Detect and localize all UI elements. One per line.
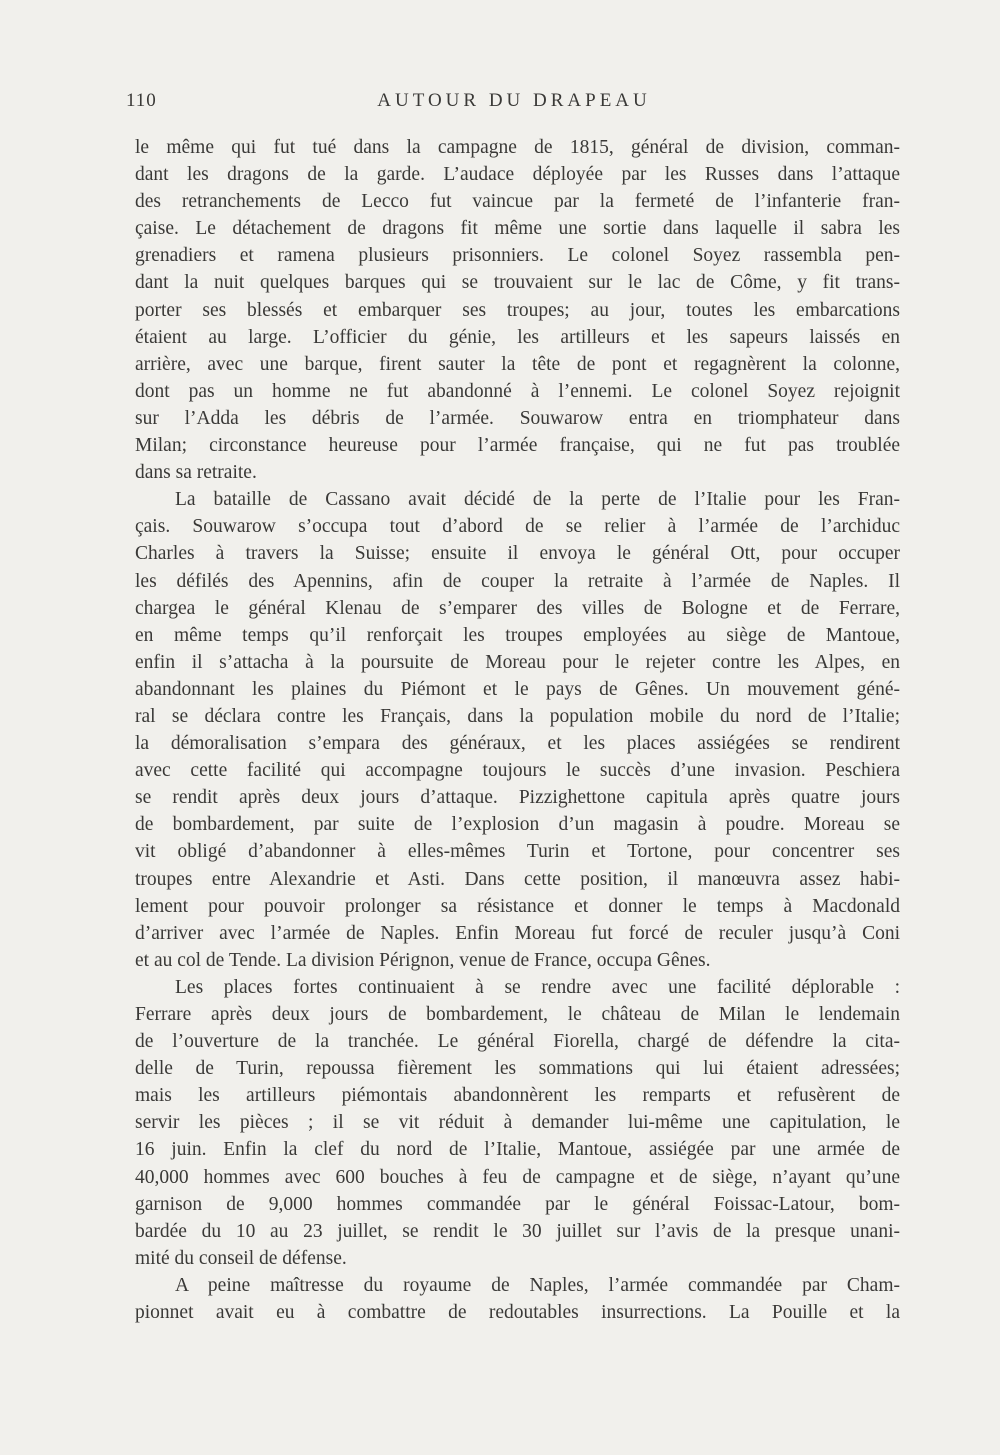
- text-line: en même temps qu’il renforçait les troupes employées au siège de Mantoue,: [135, 624, 900, 646]
- text-line: chargea le général Klenau de s’emparer des villes de Bologne et de Ferrare,: [135, 597, 900, 619]
- text-line: d’arriver avec l’armée de Naples. Enfin Moreau fut forcé de reculer jusqu’à Coni: [135, 922, 900, 944]
- text-line: le même qui fut tué dans la campagne de 1815, général de division, comman-: [135, 137, 900, 158]
- text-line: ral se déclara contre les Français, dans la population mobile du nord de l’Italie;: [135, 705, 900, 727]
- text-line: A peine maîtresse du royaume de Naples, l’armée commandée par Cham-: [175, 1274, 900, 1296]
- text-line: mais les artilleurs piémontais abandonnèrent les remparts et refusèrent de: [135, 1085, 900, 1107]
- running-title: AUTOUR DU DRAPEAU: [377, 90, 651, 111]
- text-line: lement pour pouvoir prolonger sa résistance et donner le temps à Macdonald: [135, 895, 900, 917]
- text-line: étaient au large. L’officier du génie, les artilleurs et les sapeurs laissés en: [135, 326, 900, 348]
- text-line: çais. Souwarow s’occupa tout d’abord de se relier à l’armée de l’archiduc: [135, 516, 900, 538]
- text-line: servir les pièces ; il se vit réduit à demander lui-même une capitulation, le: [135, 1112, 900, 1134]
- page-number: 110: [126, 90, 157, 111]
- text-line: bardée du 10 au 23 juillet, se rendit le 30 juillet sur l’avis de la presque unani-: [135, 1220, 900, 1242]
- text-line: delle de Turin, repoussa fièrement les sommations qui lui étaient adressées;: [135, 1058, 900, 1080]
- text-line: Charles à travers la Suisse; ensuite il envoya le général Ott, pour occuper: [135, 543, 900, 565]
- text-line: pionnet avait eu à combattre de redoutables insurrections. La Pouille et la: [135, 1302, 900, 1324]
- text-line: 16 juin. Enfin la clef du nord de l’Italie, Mantoue, assiégée par une armée de: [135, 1139, 900, 1161]
- paragraph: [135, 974, 900, 1272]
- text-line: dans sa retraite.: [135, 462, 257, 484]
- text-line: arrière, avec une barque, firent sauter la tête de pont et regagnèrent la colonne,: [135, 353, 900, 375]
- text-line: 40,000 hommes avec 600 bouches à feu de campagne et de siège, n’ayant qu’une: [135, 1166, 900, 1188]
- paragraph: [135, 1272, 900, 1326]
- text-line: abandonnant les plaines du Piémont et le pays de Gênes. Un mouvement géné-: [135, 678, 900, 700]
- text-line: des retranchements de Lecco fut vaincue par la fermeté de l’infanterie fran-: [135, 191, 900, 213]
- text-line: mité du conseil de défense.: [135, 1247, 347, 1269]
- text-line: enfin il s’attacha à la poursuite de Moreau pour le rejeter contre les Alpes, en: [135, 651, 900, 673]
- text-line: troupes entre Alexandrie et Asti. Dans cette position, il manœuvra assez habi-: [135, 868, 900, 890]
- text-line: vit obligé d’abandonner à elles-mêmes Turin et Tortone, pour concentrer ses: [135, 841, 900, 863]
- text-line: dont pas un homme ne fut abandonné à l’ennemi. Le colonel Soyez rejoignit: [135, 380, 900, 402]
- paragraph: [135, 134, 900, 486]
- text-line: et au col de Tende. La division Pérignon, venue de France, occupa Gênes.: [135, 949, 711, 971]
- text-line: les défilés des Apennins, afin de couper la retraite à l’armée de Naples. Il: [135, 570, 900, 592]
- text-line: se rendit après deux jours d’attaque. Pizzighettone capitula après quatre jours: [135, 787, 900, 809]
- text-line: Milan; circonstance heureuse pour l’armée française, qui ne fut pas troublée: [135, 435, 900, 457]
- text-line: grenadiers et ramena plusieurs prisonniers. Le colonel Soyez rassembla pen-: [135, 245, 900, 267]
- text-line: La bataille de Cassano avait décidé de la perte de l’Italie pour les Fran-: [175, 489, 900, 511]
- text-line: porter ses blessés et embarquer ses troupes; au jour, toutes les embarcations: [135, 299, 900, 321]
- body-text: [135, 134, 900, 1326]
- text-line: de bombardement, par suite de l’explosion d’un magasin à poudre. Moreau se: [135, 814, 900, 836]
- paragraph: [135, 486, 900, 974]
- text-line: dant les dragons de la garde. L’audace déployée par les Russes dans l’attaque: [135, 164, 900, 186]
- text-line: Ferrare après deux jours de bombardement, le château de Milan le lendemain: [135, 1004, 900, 1025]
- text-line: de l’ouverture de la tranchée. Le général Fiorella, chargé de défendre la cita-: [135, 1031, 900, 1053]
- text-line: garnison de 9,000 hommes commandée par le général Foissac-Latour, bom-: [135, 1193, 900, 1215]
- page-header: [126, 90, 902, 120]
- text-line: çaise. Le détachement de dragons fit même une sortie dans laquelle il sabra les: [135, 218, 900, 240]
- text-line: la démoralisation s’empara des généraux, et les places assiégées se rendirent: [135, 733, 900, 755]
- text-line: Les places fortes continuaient à se rendre avec une facilité déplorable :: [175, 976, 900, 998]
- text-line: avec cette facilité qui accompagne toujours le succès d’une invasion. Peschiera: [135, 760, 900, 782]
- text-line: sur l’Adda les débris de l’armée. Souwarow entra en triomphateur dans: [135, 407, 900, 429]
- text-line: dant la nuit quelques barques qui se trouvaient sur le lac de Côme, y fit trans-: [135, 272, 900, 294]
